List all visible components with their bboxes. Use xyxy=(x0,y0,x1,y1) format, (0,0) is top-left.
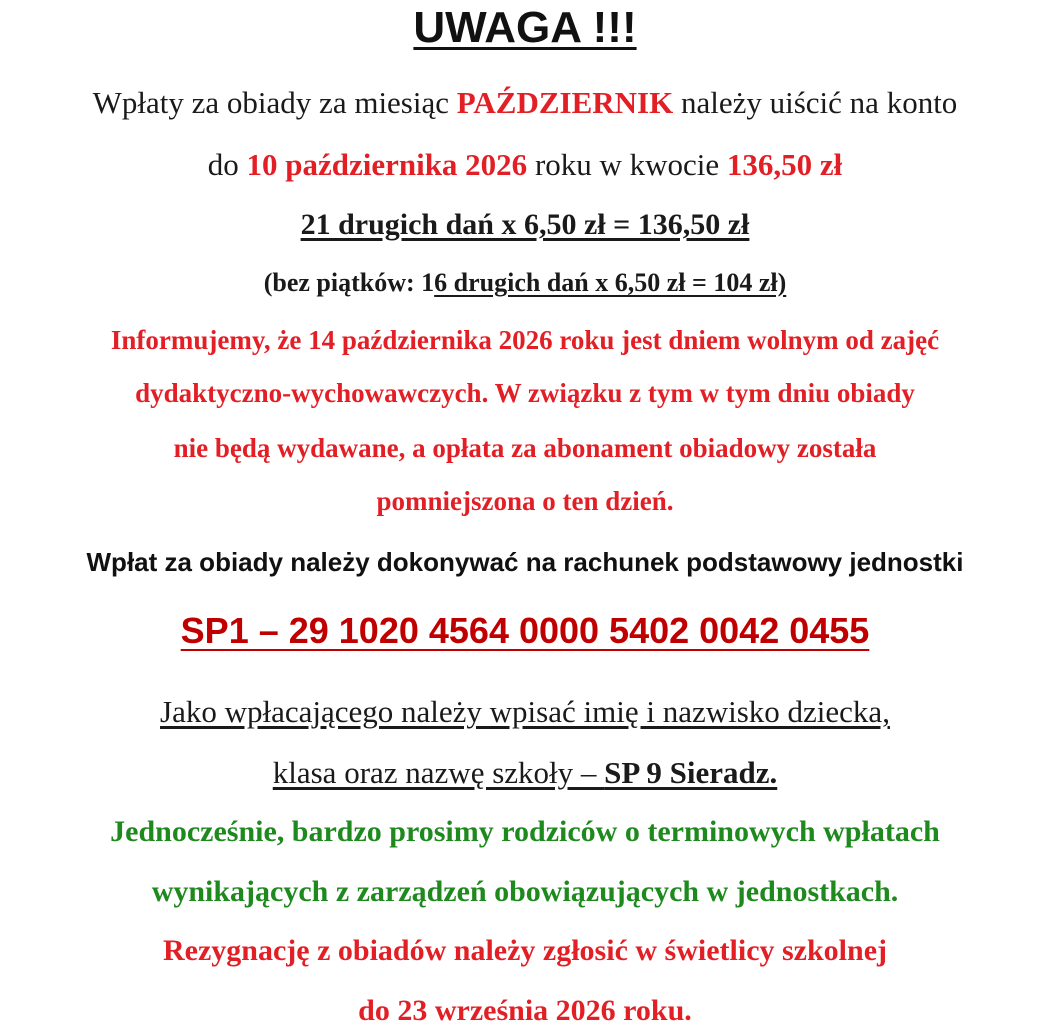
resignation-line-1: Rezygnację z obiadów należy zgłosić w świetlicy szkolnej xyxy=(162,934,888,967)
calculation-main: 21 drugich dań x 6,50 zł = 136,50 zł xyxy=(300,208,750,241)
appeal-line-1: Jednocześnie, bardzo prosimy rodziców o terminowych wpłatach xyxy=(110,815,940,848)
calculation-alt-underlined: 6 drugich dań x 6,50 zł = 104 zł) xyxy=(434,268,787,297)
intro-text: Wpłaty za obiady za miesiąc xyxy=(92,85,457,120)
intro-text-continued: należy uiścić na konto xyxy=(673,85,958,120)
day-off-notice-line-4: pomniejszona o ten dzień. xyxy=(376,486,674,516)
deadline-prefix: do xyxy=(207,147,247,182)
month-highlight: PAŹDZIERNIK xyxy=(456,85,674,120)
payment-instruction: Wpłat za obiady należy dokonywać na rachunek podstawowy jednostki xyxy=(86,547,964,577)
appeal-line-2: wynikających z zarządzeń obowiązujących w jednostkach. xyxy=(151,875,899,908)
resignation-deadline: do 23 września 2026 roku. xyxy=(358,994,692,1027)
day-off-notice-line-3: nie będą wydawane, a opłata za abonament obiadowy została xyxy=(173,433,877,463)
payer-instruction-line-2 xyxy=(0,757,1050,788)
school-name: SP 9 Sieradz. xyxy=(604,755,778,790)
payer-instruction-line-1: Jako wpłacającego należy wpisać imię i nazwisko dziecka, xyxy=(160,694,890,729)
payment-intro-line xyxy=(0,87,1050,118)
calculation-alternative xyxy=(0,270,1050,296)
payer-instruction-text: klasa oraz nazwę szkoły – xyxy=(272,755,605,790)
notice-title: UWAGA !!! xyxy=(413,3,637,52)
day-off-notice-line-2: dydaktyczno-wychowawczych. W związku z tym w tym dniu obiady xyxy=(135,378,915,408)
deadline-date: 10 października 2026 xyxy=(246,147,528,182)
calculation-alt-prefix: (bez piątków: 1 xyxy=(263,268,435,297)
deadline-middle: roku w kwocie xyxy=(527,147,727,182)
deadline-line xyxy=(0,149,1050,180)
day-off-notice-line-1: Informujemy, że 14 października 2026 roku jest dniem wolnym od zajęć xyxy=(110,325,940,355)
bank-account-number: SP1 – 29 1020 4564 0000 5402 0042 0455 xyxy=(180,610,870,651)
amount-highlight: 136,50 zł xyxy=(726,147,843,182)
